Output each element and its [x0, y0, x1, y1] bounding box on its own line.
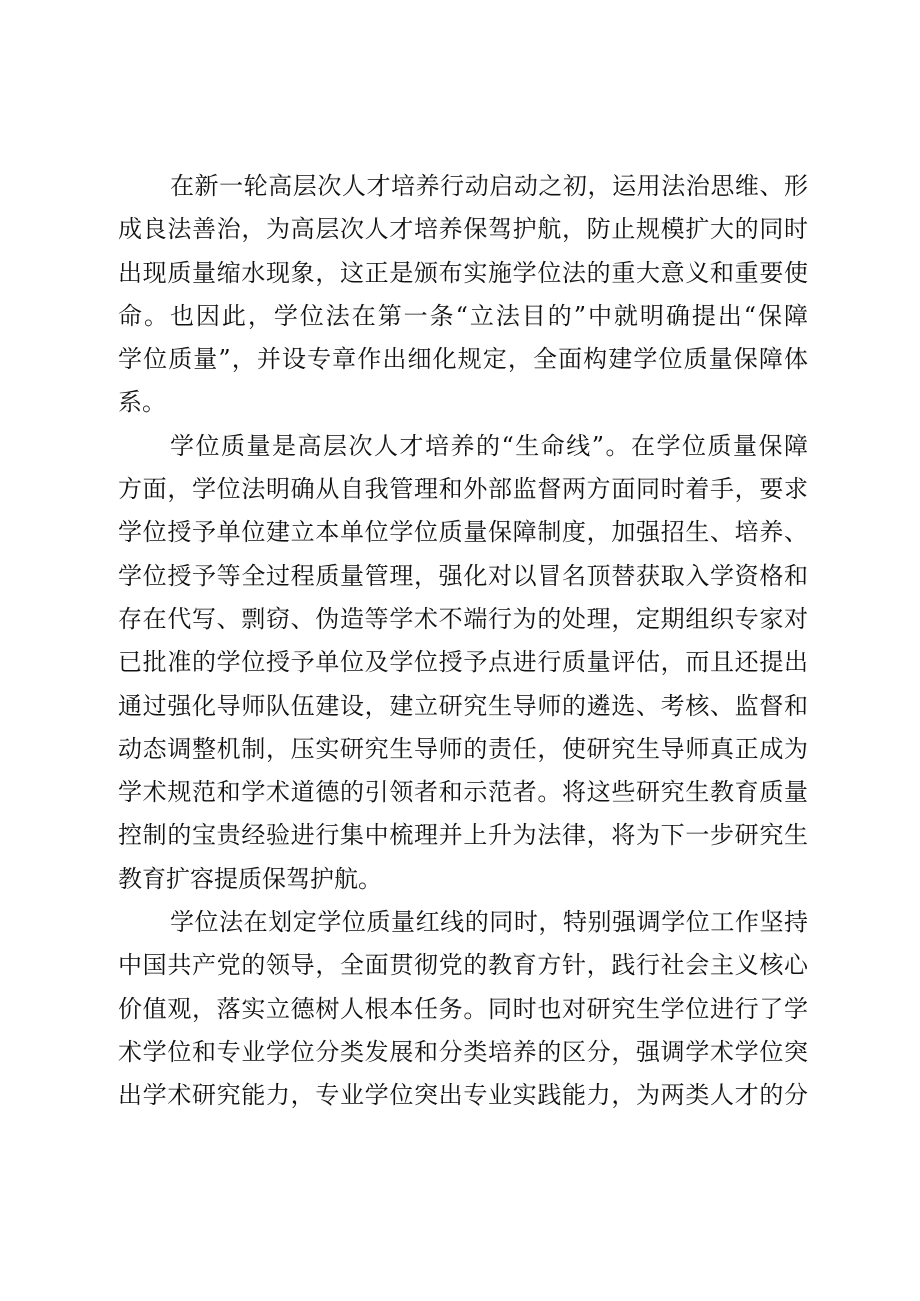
- text-line: 术学位和专业学位分类发展和分类培养的区分，强调学术学位突: [118, 1037, 808, 1066]
- text-line: 学位质量是高层次人才培养的“生命线”。在学位质量保障: [170, 431, 808, 460]
- text-line: 方面，学位法明确从自我管理和外部监督两方面同时着手，要求: [118, 475, 808, 504]
- text-line: 命。也因此，学位法在第一条“立法目的”中就明确提出“保障: [118, 301, 808, 330]
- text-line: 已批准的学位授予单位及学位授予点进行质量评估，而且还提出: [118, 648, 808, 677]
- text-line: 出现质量缩水现象，这正是颁布实施学位法的重大意义和重要使: [118, 258, 808, 287]
- text-line: 成良法善治，为高层次人才培养保驾护航，防止规模扩大的同时: [118, 215, 808, 244]
- paragraph-2: [118, 425, 808, 901]
- paragraph-1: [118, 165, 808, 425]
- text-line: 价值观，落实立德树人根本任务。同时也对研究生学位进行了学: [118, 994, 808, 1023]
- text-line: 在新一轮高层次人才培养行动启动之初，运用法治思维、形: [170, 172, 808, 200]
- text-line: 中国共产党的领导，全面贯彻党的教育方针，践行社会主义核心: [118, 951, 808, 980]
- text-line: 学术规范和学术道德的引领者和示范者。将这些研究生教育质量: [118, 778, 808, 807]
- text-line: 通过强化导师队伍建设，建立研究生导师的遴选、考核、监督和: [118, 691, 808, 720]
- text-line: 学位授予单位建立本单位学位质量保障制度，加强招生、培养、: [118, 518, 808, 547]
- text-line: 存在代写、剽窃、伪造等学术不端行为的处理，定期组织专家对: [118, 604, 808, 633]
- text-line: 系。: [118, 388, 166, 417]
- text-line: 学位授予等全过程质量管理，强化对以冒名顶替获取入学资格和: [118, 561, 808, 590]
- text-line: 教育扩容提质保驾护航。: [118, 864, 382, 893]
- body-text: [118, 165, 808, 1118]
- text-line: 控制的宝贵经验进行集中梳理并上升为法律，将为下一步研究生: [118, 821, 808, 850]
- text-line: 动态调整机制，压实研究生导师的责任，使研究生导师真正成为: [118, 734, 808, 763]
- text-line: 学位法在划定学位质量红线的同时，特别强调学位工作坚持: [170, 908, 808, 937]
- paragraph-3: [118, 901, 808, 1117]
- text-line: 出学术研究能力，专业学位突出专业实践能力，为两类人才的分: [118, 1081, 808, 1110]
- text-line: 学位质量”，并设专章作出细化规定，全面构建学位质量保障体: [118, 345, 808, 374]
